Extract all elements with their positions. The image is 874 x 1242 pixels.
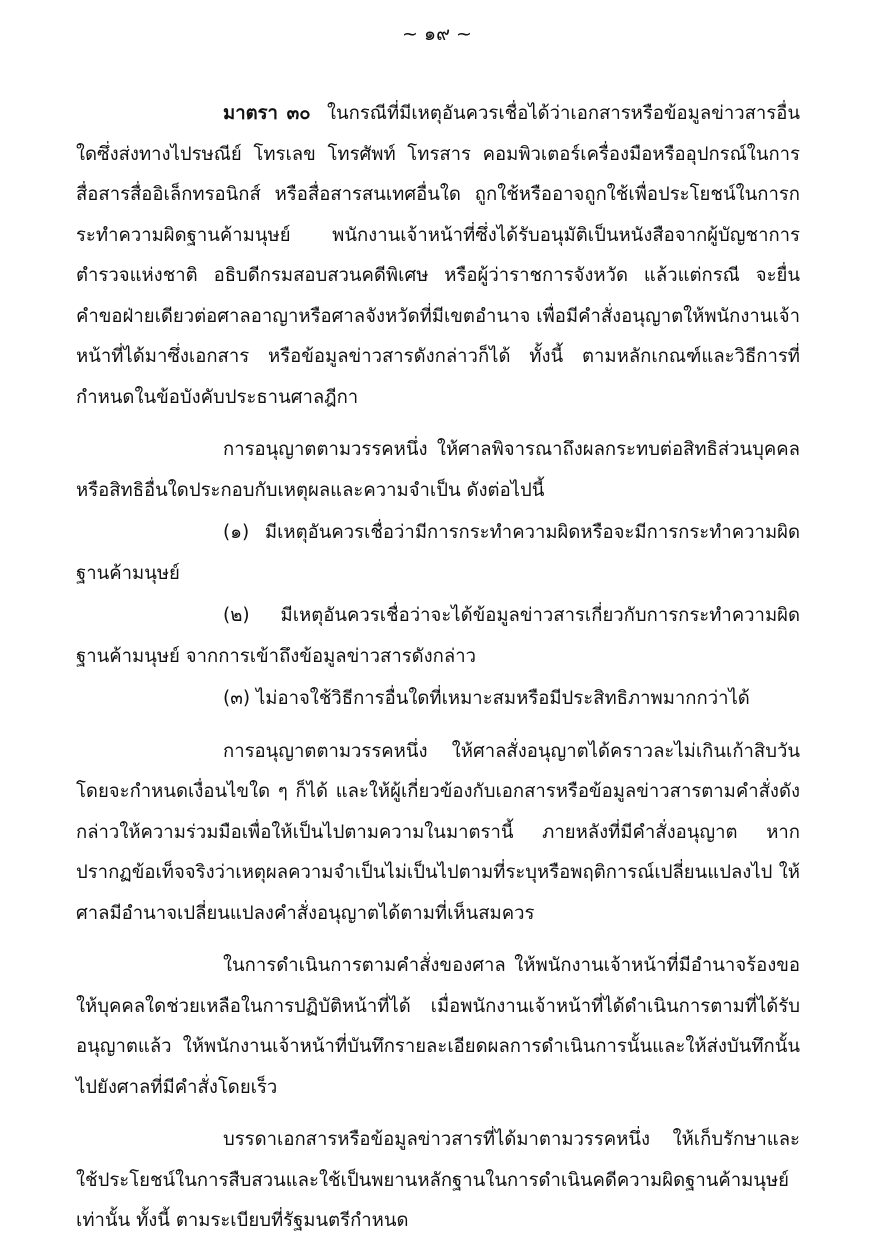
- criterion-3: (๓) ไม่อาจใช้วิธีการอื่นใดที่เหมาะสมหรือมีประสิทธิภาพมากกว่าได้: [223, 688, 750, 709]
- section-label: มาตรา ๓๐: [223, 103, 311, 124]
- spacer: [311, 103, 327, 124]
- criterion-2: (๒) มีเหตุอันควรเชื่อว่าจะได้ข้อมูลข่าวสารเกี่ยวกับการกระทำความผิดฐานค้ามนุษย์ จากการเข้าถึงข้อมูลข่าวสารดังกล่าว: [76, 605, 800, 667]
- document-body: [76, 94, 800, 1242]
- paragraph-court-order-execution: ในการดำเนินการตามคำสั่งของศาล ให้พนักงานเจ้าหน้าที่มีอำนาจร้องขอให้บุคคลใดช่วยเหลือในการปฏิบัติหน้าที่ได้ เมื่อพนักงานเจ้าหน้าที่ได้ดำเนินการตามที่ได้รับอนุญาตแล้ว ให้พนักงานเจ้าหน้าที่บันทึกรายละเอียดผลการดำเนินการนั้นและให้ส่งบันทึกนั้นไปยังศาลที่มีคำสั่งโดยเร็ว: [76, 955, 800, 1098]
- paragraph-evidence-use: บรรดาเอกสารหรือข้อมูลข่าวสารที่ได้มาตามวรรคหนึ่ง ให้เก็บรักษาและใช้ประโยชน์ในการสืบสวนและใช้เป็นพยานหลักฐานในการดำเนินคดีความผิดฐานค้ามนุษย์เท่านั้น ทั้งนี้ ตามระเบียบที่รัฐมนตรีกำหนด: [76, 1129, 800, 1231]
- section-30-paragraph: [76, 94, 800, 418]
- section-text: ในกรณีที่มีเหตุอันควรเชื่อได้ว่าเอกสารหรือข้อมูลข่าวสารอื่นใดซึ่งส่งทางไปรษณีย์ โทรเลข โทรศัพท์ โทรสาร คอมพิวเตอร์เครื่องมือหรืออุปกรณ์ในการสื่อสารสื่ออิเล็กทรอนิกส์ หรือสื่อสารสนเทศอื่นใด ถูกใช้หรืออาจถูกใช้เพื่อประโยชน์ในการกระทำความผิดฐานค้ามนุษย์ พนักงานเจ้าหน้าที่ซึ่งได้รับอนุมัติเป็นหนังสือจากผู้บัญชาการตำรวจแห่งชาติ อธิบดีกรมสอบสวนคดีพิเศษ หรือผู้ว่าราชการจังหวัด แล้วแต่กรณี จะยื่นคำขอฝ่ายเดียวต่อศาลอาญาหรือศาลจังหวัดที่มีเขตอำนาจ เพื่อมีคำสั่งอนุญาตให้พนักงานเจ้าหน้าที่ได้มาซึ่งเอกสาร หรือข้อมูลข่าวสารดังกล่าวก็ได้ ทั้งนี้ ตามหลักเกณฑ์และวิธีการที่กำหนดในข้อบังคับประธานศาลฎีกา: [76, 103, 800, 408]
- paragraph-authorization-criteria: การอนุญาตตามวรรคหนึ่ง ให้ศาลพิจารณาถึงผลกระทบต่อสิทธิส่วนบุคคลหรือสิทธิอื่นใดประกอบกับเหตุผลและความจำเป็น ดังต่อไปนี้: [76, 439, 800, 501]
- page-number: ~ ๑๙ ~: [402, 23, 472, 45]
- criterion-1: (๑) มีเหตุอันควรเชื่อว่ามีการกระทำความผิดหรือจะมีการกระทำความผิดฐานค้ามนุษย์: [76, 522, 800, 584]
- paragraph-authorization-period: การอนุญาตตามวรรคหนึ่ง ให้ศาลสั่งอนุญาตได้คราวละไม่เกินเก้าสิบวันโดยจะกำหนดเงื่อนไขใด ๆ ก็ได้ และให้ผู้เกี่ยวข้องกับเอกสารหรือข้อมูลข่าวสารตามคำสั่งดังกล่าวให้ความร่วมมือเพื่อให้เป็นไปตามความในมาตรานี้ ภายหลังที่มีคำสั่งอนุญาต หากปรากฏข้อเท็จจริงว่าเหตุผลความจำเป็นไม่เป็นไปตามที่ระบุหรือพฤติการณ์เปลี่ยนแปลงไป ให้ศาลมีอำนาจเปลี่ยนแปลงคำสั่งอนุญาตได้ตามที่เห็นสมควร: [76, 740, 800, 924]
